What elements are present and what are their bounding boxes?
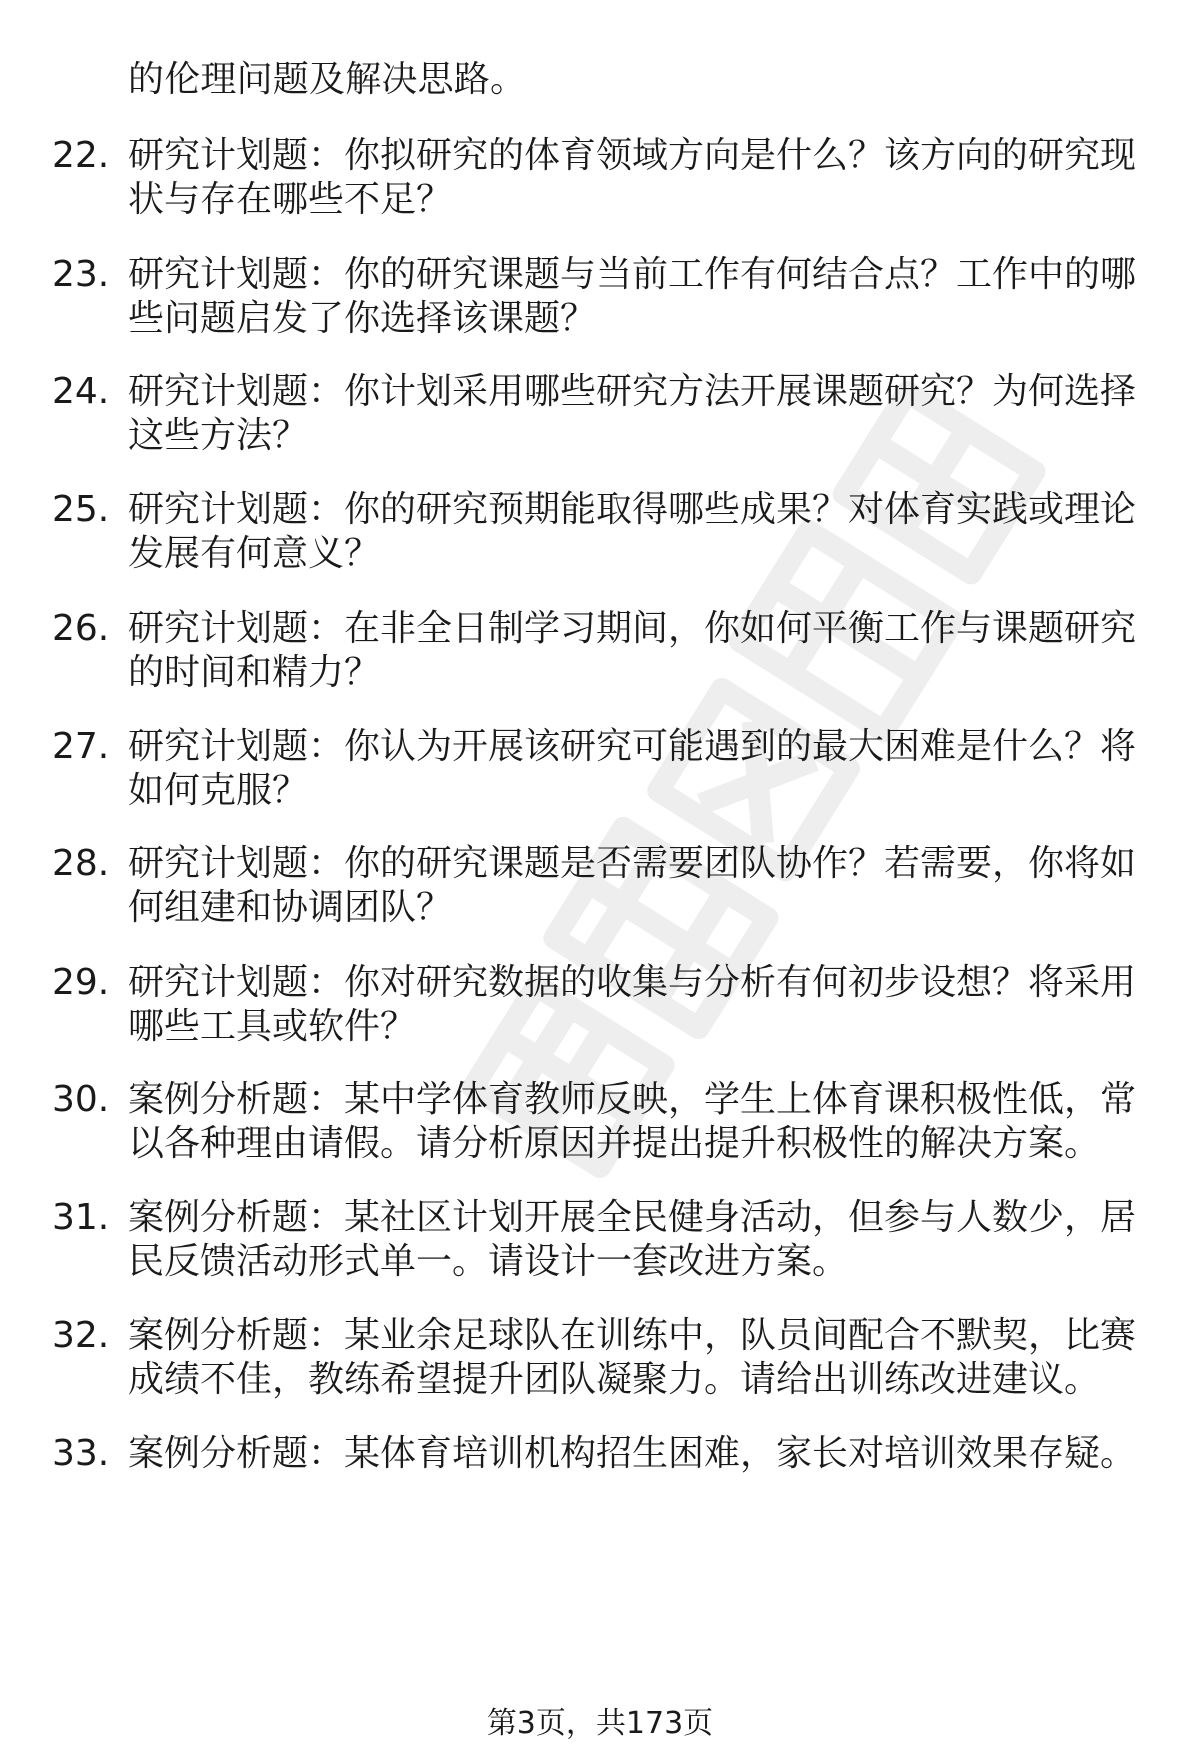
question-number: 32. — [52, 1315, 110, 1356]
question-text: 研究计划题：在非全日制学习期间，你如何平衡工作与课题研究 的时间和精力？ — [128, 608, 1137, 693]
question-text: 案例分析题：某中学体育教师反映，学生上体育课积极性低，常 以各种理由请假。请分析原因并提出提升积极性的解决方案。 — [128, 1079, 1137, 1164]
question-text: 案例分析题：某体育培训机构招生困难，家长对培训效果存疑。 — [128, 1433, 1137, 1474]
question-text: 案例分析题：某社区计划开展全民健身活动，但参与人数少，居 民反馈活动形式单一。请设计一套改进方案。 — [128, 1197, 1137, 1282]
question-number: 28. — [52, 843, 110, 884]
continuation-text: 的伦理问题及解决思路。 — [128, 59, 527, 100]
question-number: 33. — [52, 1433, 110, 1474]
question-text: 研究计划题：你的研究课题是否需要团队协作？若需要，你将如 何组建和协调团队？ — [128, 843, 1137, 928]
question-text: 案例分析题：某业余足球队在训练中，队员间配合不默契，比赛 成绩不佳，教练希望提升团队凝聚力。请给出训练改进建议。 — [128, 1315, 1137, 1400]
question-number: 29. — [52, 962, 110, 1003]
question-text: 研究计划题：你拟研究的体育领域方向是什么？该方向的研究现 状与存在哪些不足？ — [128, 135, 1137, 220]
question-number: 24. — [52, 371, 110, 412]
question-number: 23. — [52, 254, 110, 295]
page-number-footer: 第3页，共173页 — [486, 1706, 714, 1741]
question-number: 25. — [52, 489, 110, 530]
question-number: 31. — [52, 1197, 110, 1238]
question-text: 研究计划题：你的研究预期能取得哪些成果？对体育实践或理论 发展有何意义？ — [128, 489, 1137, 574]
question-text: 研究计划题：你对研究数据的收集与分析有何初步设想？将采用 哪些工具或软件？ — [128, 962, 1137, 1047]
question-text: 研究计划题：你的研究课题与当前工作有何结合点？工作中的哪 些问题启发了你选择该课题？ — [128, 254, 1137, 339]
question-number: 30. — [52, 1079, 110, 1120]
question-number: 26. — [52, 608, 110, 649]
question-number: 27. — [52, 726, 110, 767]
question-text: 研究计划题：你认为开展该研究可能遇到的最大困难是什么？将 如何克服？ — [128, 726, 1137, 811]
question-text: 研究计划题：你计划采用哪些研究方法开展课题研究？为何选择 这些方法？ — [128, 371, 1137, 456]
question-number: 22. — [52, 135, 110, 176]
